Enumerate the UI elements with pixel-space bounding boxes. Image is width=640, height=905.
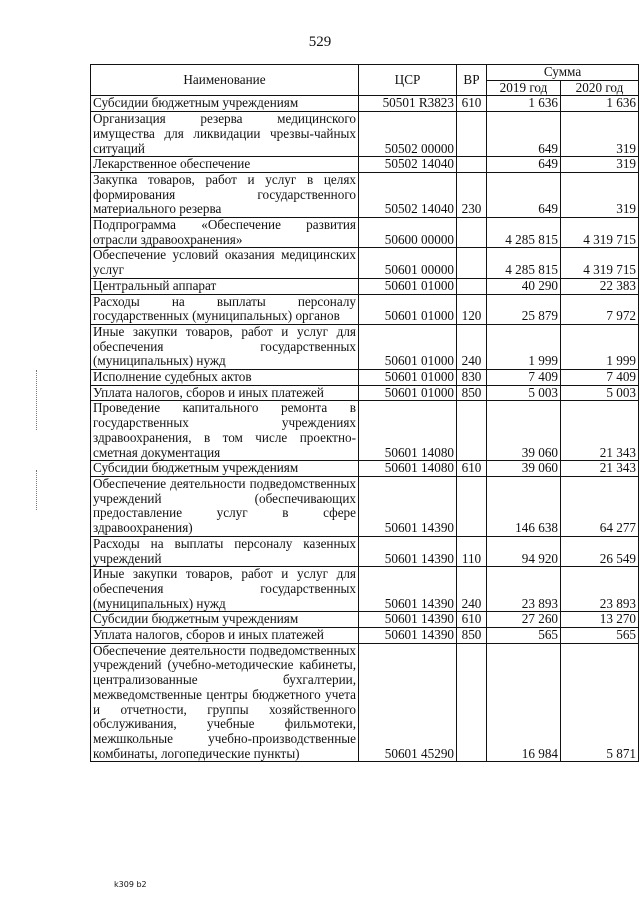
row-vr [457,643,487,762]
margin-mark [36,470,39,510]
row-sum-2019: 39 060 [487,401,561,461]
row-sum-2019: 4 285 815 [487,218,561,248]
row-sum-2019: 4 285 815 [487,248,561,278]
row-name: Иные закупки товаров, работ и услуг для обеспечения государственных (муниципальных) нужд [91,567,359,612]
table-row [91,401,639,461]
row-csr: 50502 14040 [359,172,457,217]
row-vr: 120 [457,294,487,324]
table-row [91,172,639,217]
row-sum-2019: 40 290 [487,278,561,294]
row-csr: 50601 45290 [359,643,457,762]
row-sum-2019: 1 636 [487,96,561,112]
row-sum-2020: 21 343 [561,401,639,461]
row-sum-2019: 1 999 [487,324,561,369]
table-row [91,628,639,644]
row-sum-2019: 5 003 [487,385,561,401]
table-row [91,248,639,278]
row-csr: 50601 01000 [359,278,457,294]
row-name: Обеспечение деятельности подведомственных учреждений (обеспечивающих предоставление услуг в сфере здравоохранения) [91,476,359,536]
row-sum-2019: 23 893 [487,567,561,612]
row-vr [457,476,487,536]
row-sum-2020: 7 972 [561,294,639,324]
table-row [91,278,639,294]
header-sum: Сумма [487,65,639,81]
row-name: Лекарственное обеспечение [91,157,359,173]
row-csr: 50601 01000 [359,370,457,386]
row-sum-2019: 16 984 [487,643,561,762]
row-name: Подпрограмма «Обеспечение развития отрасли здравоохранения» [91,218,359,248]
row-vr: 850 [457,385,487,401]
row-vr: 610 [457,461,487,477]
table-row [91,567,639,612]
row-sum-2020: 5 871 [561,643,639,762]
table-row [91,461,639,477]
row-name: Иные закупки товаров, работ и услуг для обеспечения государственных (муниципальных) нужд [91,324,359,369]
row-name: Обеспечение условий оказания медицинских услуг [91,248,359,278]
row-sum-2019: 7 409 [487,370,561,386]
table-row [91,643,639,762]
row-sum-2020: 23 893 [561,567,639,612]
row-vr: 240 [457,324,487,369]
row-vr: 240 [457,567,487,612]
row-sum-2019: 649 [487,112,561,157]
row-vr [457,278,487,294]
row-sum-2019: 649 [487,172,561,217]
row-csr: 50601 14080 [359,401,457,461]
row-sum-2020: 319 [561,112,639,157]
row-sum-2020: 4 319 715 [561,248,639,278]
row-vr [457,401,487,461]
row-csr: 50601 01000 [359,294,457,324]
row-name: Организация резерва медицинского имущества для ликвидации чрезвы-чайных ситуаций [91,112,359,157]
row-sum-2020: 21 343 [561,461,639,477]
row-csr: 50601 14390 [359,628,457,644]
row-vr: 830 [457,370,487,386]
row-sum-2019: 27 260 [487,612,561,628]
row-csr: 50600 00000 [359,218,457,248]
page-number: 529 [308,34,332,50]
row-sum-2020: 26 549 [561,536,639,566]
row-sum-2020: 13 270 [561,612,639,628]
row-csr: 50502 14040 [359,157,457,173]
row-vr [457,218,487,248]
row-sum-2019: 94 920 [487,536,561,566]
budget-table [90,64,639,762]
row-csr: 50601 00000 [359,248,457,278]
table-row [91,294,639,324]
table-row [91,536,639,566]
row-vr: 610 [457,612,487,628]
row-csr: 50501 R3823 [359,96,457,112]
row-name: Уплата налогов, сборов и иных платежей [91,385,359,401]
row-sum-2020: 1 636 [561,96,639,112]
row-sum-2019: 25 879 [487,294,561,324]
row-vr [457,248,487,278]
table-row [91,96,639,112]
table-row [91,218,639,248]
row-csr: 50601 01000 [359,385,457,401]
row-sum-2020: 22 383 [561,278,639,294]
row-name: Субсидии бюджетным учреждениям [91,612,359,628]
row-csr: 50601 14390 [359,536,457,566]
row-name: Уплата налогов, сборов и иных платежей [91,628,359,644]
row-name: Субсидии бюджетным учреждениям [91,96,359,112]
table-row [91,370,639,386]
table-row [91,385,639,401]
row-name: Субсидии бюджетным учреждениям [91,461,359,477]
row-sum-2020: 565 [561,628,639,644]
row-csr: 50601 14080 [359,461,457,477]
row-name: Закупка товаров, работ и услуг в целях формирования государственного материального резерва [91,172,359,217]
row-sum-2020: 64 277 [561,476,639,536]
table-row [91,157,639,173]
row-vr [457,157,487,173]
margin-mark [36,370,39,430]
row-name: Проведение капитального ремонта в государственных учреждениях здравоохранения, в том числе проектно-сметная документация [91,401,359,461]
row-sum-2020: 4 319 715 [561,218,639,248]
row-vr: 610 [457,96,487,112]
row-sum-2020: 319 [561,172,639,217]
row-sum-2020: 1 999 [561,324,639,369]
table-row [91,476,639,536]
row-name: Исполнение судебных актов [91,370,359,386]
header-name: Наименование [91,65,359,96]
header-year-2020: 2020 год [561,80,639,96]
header-year-2019: 2019 год [487,80,561,96]
row-sum-2020: 7 409 [561,370,639,386]
row-csr: 50502 00000 [359,112,457,157]
row-name: Центральный аппарат [91,278,359,294]
row-sum-2019: 565 [487,628,561,644]
row-csr: 50601 14390 [359,567,457,612]
row-csr: 50601 14390 [359,476,457,536]
row-csr: 50601 01000 [359,324,457,369]
row-sum-2020: 5 003 [561,385,639,401]
row-csr: 50601 14390 [359,612,457,628]
table-row [91,612,639,628]
header-csr: ЦСР [359,65,457,96]
table-row [91,112,639,157]
row-sum-2019: 649 [487,157,561,173]
row-vr [457,112,487,157]
row-sum-2020: 319 [561,157,639,173]
row-sum-2019: 39 060 [487,461,561,477]
row-vr: 230 [457,172,487,217]
row-vr: 110 [457,536,487,566]
row-name: Расходы на выплаты персоналу государственных (муниципальных) органов [91,294,359,324]
row-name: Расходы на выплаты персоналу казенных учреждений [91,536,359,566]
footer-code: k309 b2 [114,880,147,889]
row-name: Обеспечение деятельности подведомственных учреждений (учебно-методические кабинеты, централизованные бухгалтерии, межведомственные центры бюджетного учета и отчетности, группы хозяйственного обслуживания, учебные фильмотеки, межшкольные учебно-производственные комбинаты, логопедические пункты) [91,643,359,762]
row-vr: 850 [457,628,487,644]
row-sum-2019: 146 638 [487,476,561,536]
header-vr: ВР [457,65,487,96]
table-row [91,324,639,369]
